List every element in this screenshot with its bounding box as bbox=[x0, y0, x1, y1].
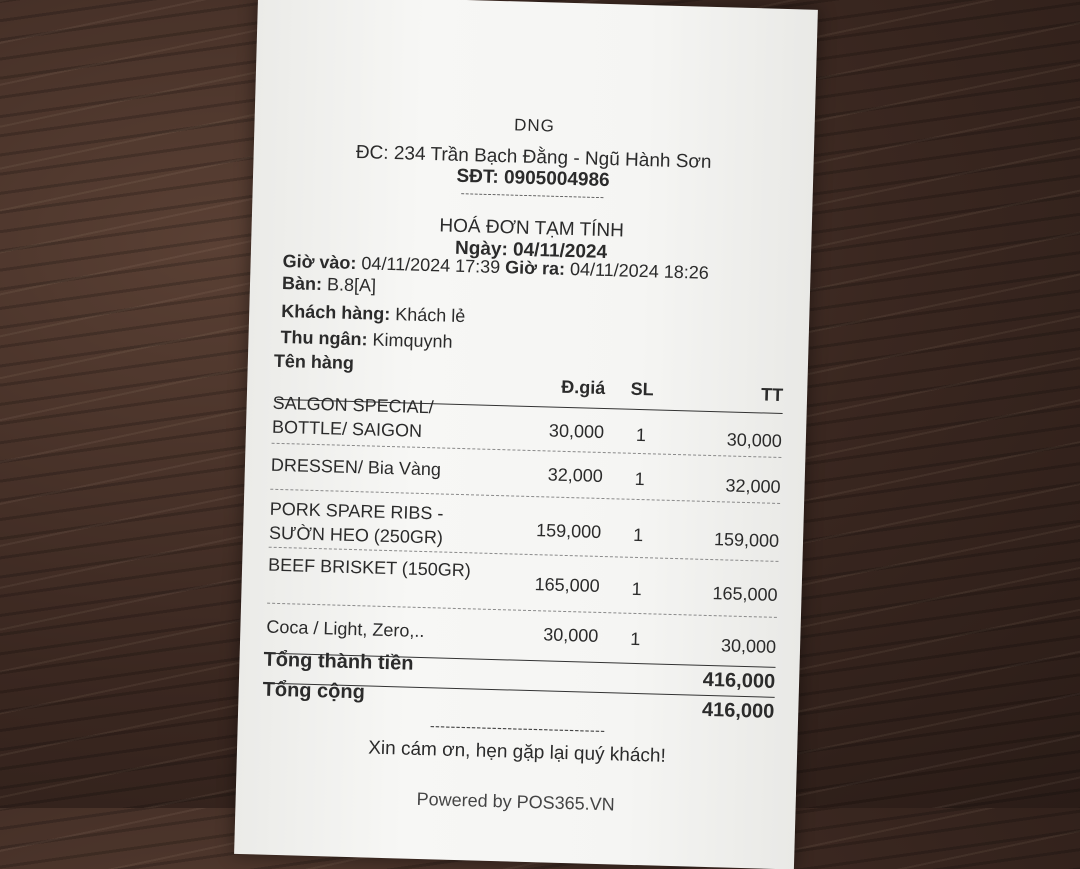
item-total: 159,000 bbox=[713, 529, 780, 551]
thank-you-message: Xin cám ơn, hẹn gặp lại quý khách! bbox=[367, 737, 667, 767]
table-label: Bàn: bbox=[281, 272, 323, 295]
item-price: 159,000 bbox=[535, 520, 602, 542]
checkout-label: Giờ ra: bbox=[504, 257, 566, 279]
grand-total-label: Tổng cộng bbox=[262, 678, 366, 704]
customer-row bbox=[281, 301, 466, 327]
subtotal-value: 416,000 bbox=[702, 668, 776, 693]
col-qty: SL bbox=[630, 378, 655, 400]
item-name: Coca / Light, Zero,.. bbox=[266, 616, 425, 642]
checkin-label: Giờ vào: bbox=[282, 250, 357, 274]
receipt-paper bbox=[234, 0, 818, 869]
checkout-value: 04/11/2024 18:26 bbox=[569, 259, 710, 283]
col-price: Đ.giá bbox=[560, 376, 606, 399]
footer-divider: ---------------------------------- bbox=[429, 717, 606, 739]
receipt-date: Ngày: 04/11/2024 bbox=[454, 237, 608, 264]
col-name: Tên hàng bbox=[273, 350, 355, 373]
item-total: 30,000 bbox=[726, 429, 783, 451]
cashier-row bbox=[280, 327, 453, 353]
item-price: 30,000 bbox=[543, 624, 599, 646]
receipt-title: HOÁ ĐƠN TẠM TÍNH bbox=[439, 215, 625, 242]
customer-label: Khách hàng: bbox=[280, 300, 391, 324]
table-row-info bbox=[282, 273, 377, 297]
item-separator bbox=[267, 603, 777, 618]
item-name: SALGON SPECIAL/ BOTTLE/ SAIGON bbox=[271, 392, 434, 441]
store-name: DNG bbox=[513, 115, 556, 136]
item-qty: 1 bbox=[632, 524, 644, 546]
item-name: DRESSEN/ Bia Vàng bbox=[270, 454, 442, 480]
subtotal-label: Tổng thành tiền bbox=[263, 648, 414, 675]
cashier-label: Thu ngân: bbox=[280, 326, 368, 350]
checkin-value: 04/11/2024 17:39 bbox=[361, 253, 501, 278]
store-address: ĐC: 234 Trần Bạch Đằng - Ngũ Hành Sơn bbox=[355, 141, 712, 173]
items-header bbox=[273, 350, 784, 405]
item-price: 32,000 bbox=[547, 464, 604, 486]
header-divider: -------------------------------- bbox=[460, 185, 605, 204]
item-name: BEEF BRISKET (150GR) bbox=[267, 554, 472, 581]
item-total: 32,000 bbox=[725, 475, 781, 497]
item-qty: 1 bbox=[629, 628, 641, 650]
item-total: 165,000 bbox=[712, 583, 778, 605]
customer-value: Khách lẻ bbox=[394, 304, 466, 327]
grand-total-value: 416,000 bbox=[701, 698, 775, 723]
item-price: 30,000 bbox=[548, 420, 605, 443]
item-qty: 1 bbox=[631, 578, 642, 600]
item-total: 30,000 bbox=[720, 635, 777, 657]
store-phone: SĐT: 0905004986 bbox=[456, 165, 610, 192]
powered-by: Powered by POS365.VN bbox=[416, 788, 615, 815]
item-price: 165,000 bbox=[534, 574, 600, 596]
item-qty: 1 bbox=[634, 468, 645, 490]
item-qty: 1 bbox=[635, 424, 647, 446]
item-name: PORK SPARE RIBS - SƯỜN HEO (250GR) bbox=[268, 498, 444, 548]
table-value: B.8[A] bbox=[326, 274, 377, 296]
cashier-value: Kimquynh bbox=[372, 329, 453, 352]
col-total: TT bbox=[760, 384, 784, 405]
